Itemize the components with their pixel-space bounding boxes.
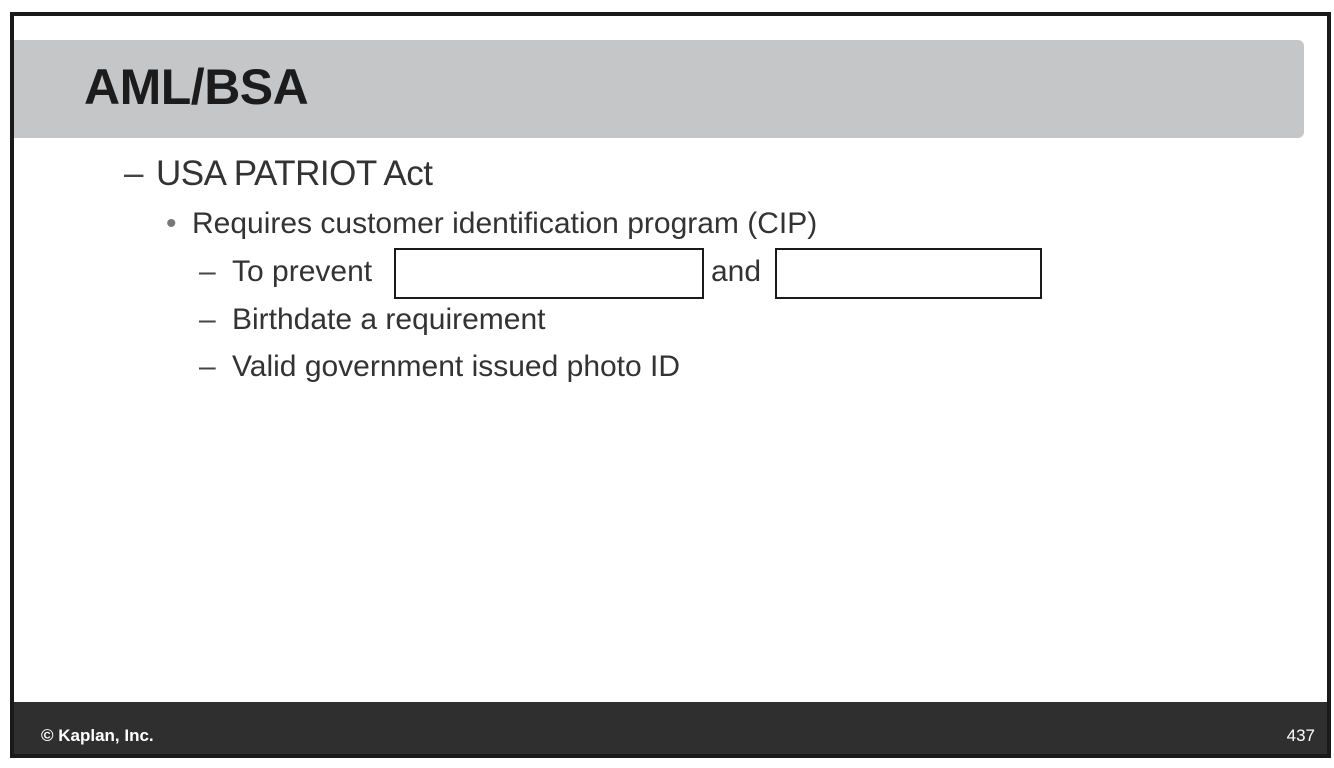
bullet-text: Birthdate a requirement: [232, 303, 546, 336]
fill-in-blank-box: [394, 248, 704, 299]
bullet-text: USA PATRIOT Act: [156, 154, 433, 193]
bullet-level3-photo-id: [199, 352, 680, 382]
fill-in-blank-box: [775, 248, 1042, 299]
slide-content: [14, 16, 1327, 754]
dash-marker: –: [199, 255, 216, 288]
dash-marker: –: [124, 154, 143, 193]
dash-marker: –: [199, 303, 216, 336]
bullet-marker: •: [166, 207, 177, 240]
bullet-level3-birthdate: [199, 305, 546, 335]
bullet-text: To prevent: [232, 255, 373, 288]
connector-text: and: [711, 255, 762, 288]
bullet-text: Valid government issued photo ID: [232, 350, 681, 383]
footer-bar: [14, 702, 1327, 754]
slide-title: AML/BSA: [84, 59, 309, 115]
bullet-level2: [166, 209, 817, 239]
bullet-text: Requires customer identification program (CIP): [192, 207, 818, 240]
bullet-level1: [124, 156, 432, 191]
copyright-text: © Kaplan, Inc.: [41, 726, 154, 745]
slide: [10, 12, 1331, 758]
bullet-level3-to-prevent: [199, 257, 372, 287]
dash-marker: –: [199, 350, 216, 383]
page-number: 437: [1286, 726, 1315, 745]
